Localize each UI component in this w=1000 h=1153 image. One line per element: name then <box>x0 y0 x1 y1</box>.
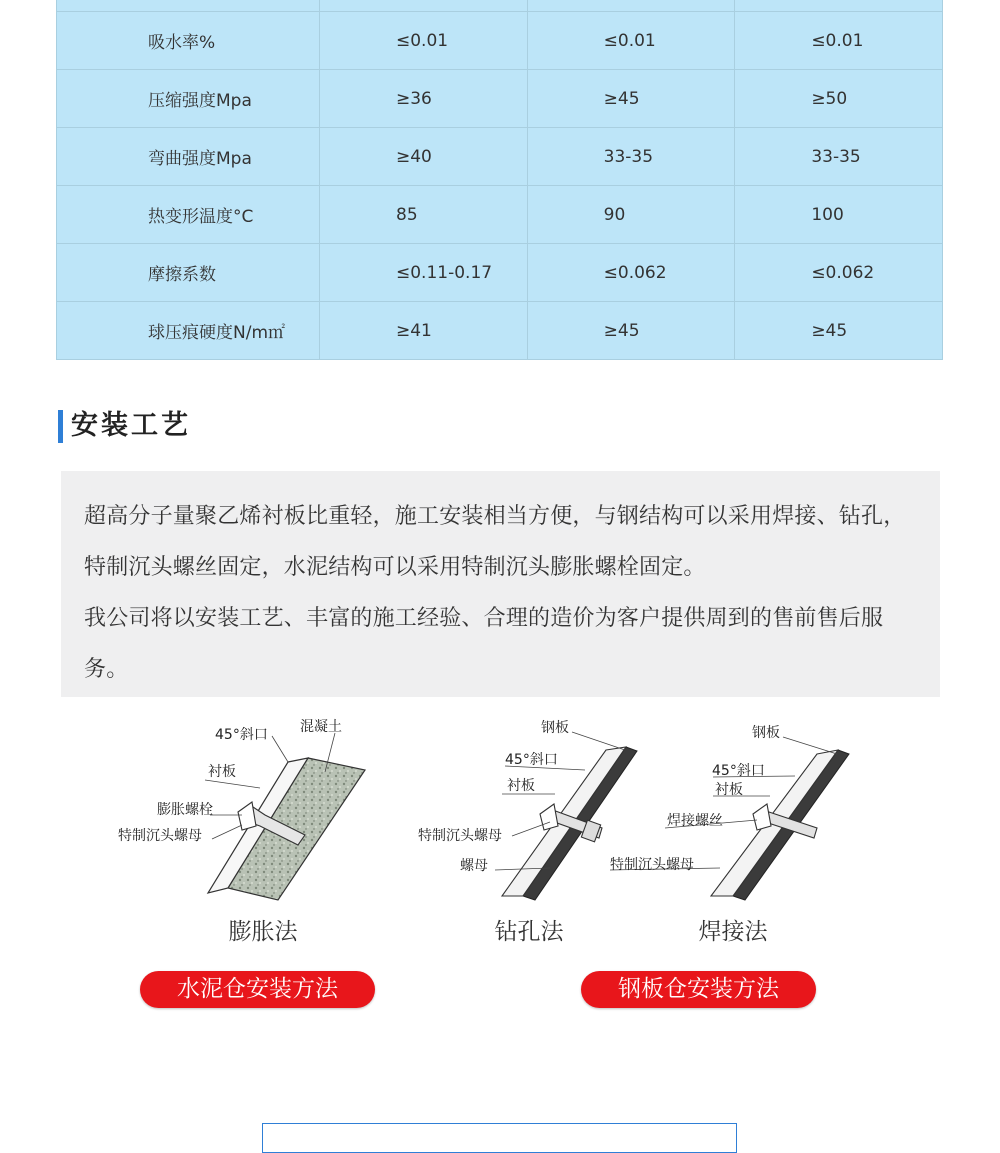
table-row <box>57 70 943 128</box>
table-cell-property: 弯曲强度Mpa <box>57 128 320 186</box>
table-row <box>57 186 943 244</box>
table-row <box>57 12 943 70</box>
table-cell-value: ≥45 <box>735 302 943 360</box>
table-cell-value: ≥40 <box>320 128 528 186</box>
welding-method-diagram <box>605 710 865 905</box>
label-special-nut: 特制沉头螺母 <box>418 828 502 844</box>
label-steel-plate: 钢板 <box>752 725 780 741</box>
steel-silo-install-button[interactable]: 钢板仓安装方法 <box>581 971 816 1008</box>
label-liner: 衬板 <box>715 782 743 798</box>
label-bevel: 45°斜口 <box>505 752 558 768</box>
cement-silo-install-button[interactable]: 水泥仓安装方法 <box>140 971 375 1008</box>
description-paragraph: 超高分子量聚乙烯衬板比重轻，施工安装相当方便，与钢结构可以采用焊接、钻孔，特制沉头螺丝固定，水泥结构可以采用特制沉头膨胀螺栓固定。 <box>84 504 906 580</box>
table-cell-value: ≤0.01 <box>527 12 735 70</box>
table-cell-value: ≥45 <box>527 302 735 360</box>
table-cell-value: 33-35 <box>735 128 943 186</box>
label-liner: 衬板 <box>507 778 535 794</box>
expansion-illustration <box>110 710 390 905</box>
caption-welding: 焊接法 <box>698 919 768 945</box>
spec-table <box>56 0 943 360</box>
label-liner: 衬板 <box>208 764 236 780</box>
table-cell-property: 球压痕硬度N/m㎡ <box>57 302 320 360</box>
table-cell-value: 90 <box>527 186 735 244</box>
table-cell-value: ≤0.01 <box>320 12 528 70</box>
label-bevel: 45°斜口 <box>712 763 765 779</box>
table-cell-value: ≤0.01 <box>735 12 943 70</box>
table-cell-value: ≤0.062 <box>527 244 735 302</box>
label-weld-screw: 焊接螺丝 <box>667 813 723 829</box>
table-row <box>57 302 943 360</box>
table-cell-value: ≤0.062 <box>735 244 943 302</box>
table-cell-value: 33-35 <box>527 128 735 186</box>
expansion-method-diagram <box>110 710 390 905</box>
table-cell-value: ≤0.11-0.17 <box>320 244 528 302</box>
label-bevel: 45°斜口 <box>215 727 268 743</box>
welding-illustration <box>605 710 865 905</box>
table-cell-value: ≥41 <box>320 302 528 360</box>
table-cell-property: 热变形温度°C <box>57 186 320 244</box>
caption-drilling: 钻孔法 <box>494 919 564 945</box>
table-cell-value: ≥36 <box>320 70 528 128</box>
table-row <box>57 244 943 302</box>
table-cell-value: ≥45 <box>527 70 735 128</box>
label-steel-plate: 钢板 <box>541 720 569 736</box>
next-section-frame <box>262 1123 737 1153</box>
section-title: 安装工艺 <box>71 410 191 441</box>
description-paragraph: 我公司将以安装工艺、丰富的施工经验、合理的造价为客户提供周到的售前售后服务。 <box>84 606 884 682</box>
table-row <box>57 128 943 186</box>
table-row-partial <box>57 0 943 12</box>
label-nut: 螺母 <box>460 858 488 874</box>
caption-expansion: 膨胀法 <box>228 919 298 945</box>
label-expansion-bolt: 膨胀螺栓 <box>157 802 213 818</box>
table-cell-value: 85 <box>320 186 528 244</box>
table-cell-property: 摩擦系数 <box>57 244 320 302</box>
table-cell-value: 100 <box>735 186 943 244</box>
description-box <box>61 471 940 697</box>
section-accent-bar <box>58 410 63 443</box>
table-cell-property: 吸水率% <box>57 12 320 70</box>
table-cell-value: ≥50 <box>735 70 943 128</box>
label-special-nut: 特制沉头螺母 <box>118 828 202 844</box>
label-concrete: 混凝土 <box>300 719 342 735</box>
label-special-nut: 特制沉头螺母 <box>610 857 694 873</box>
table-cell-property: 压缩强度Mpa <box>57 70 320 128</box>
